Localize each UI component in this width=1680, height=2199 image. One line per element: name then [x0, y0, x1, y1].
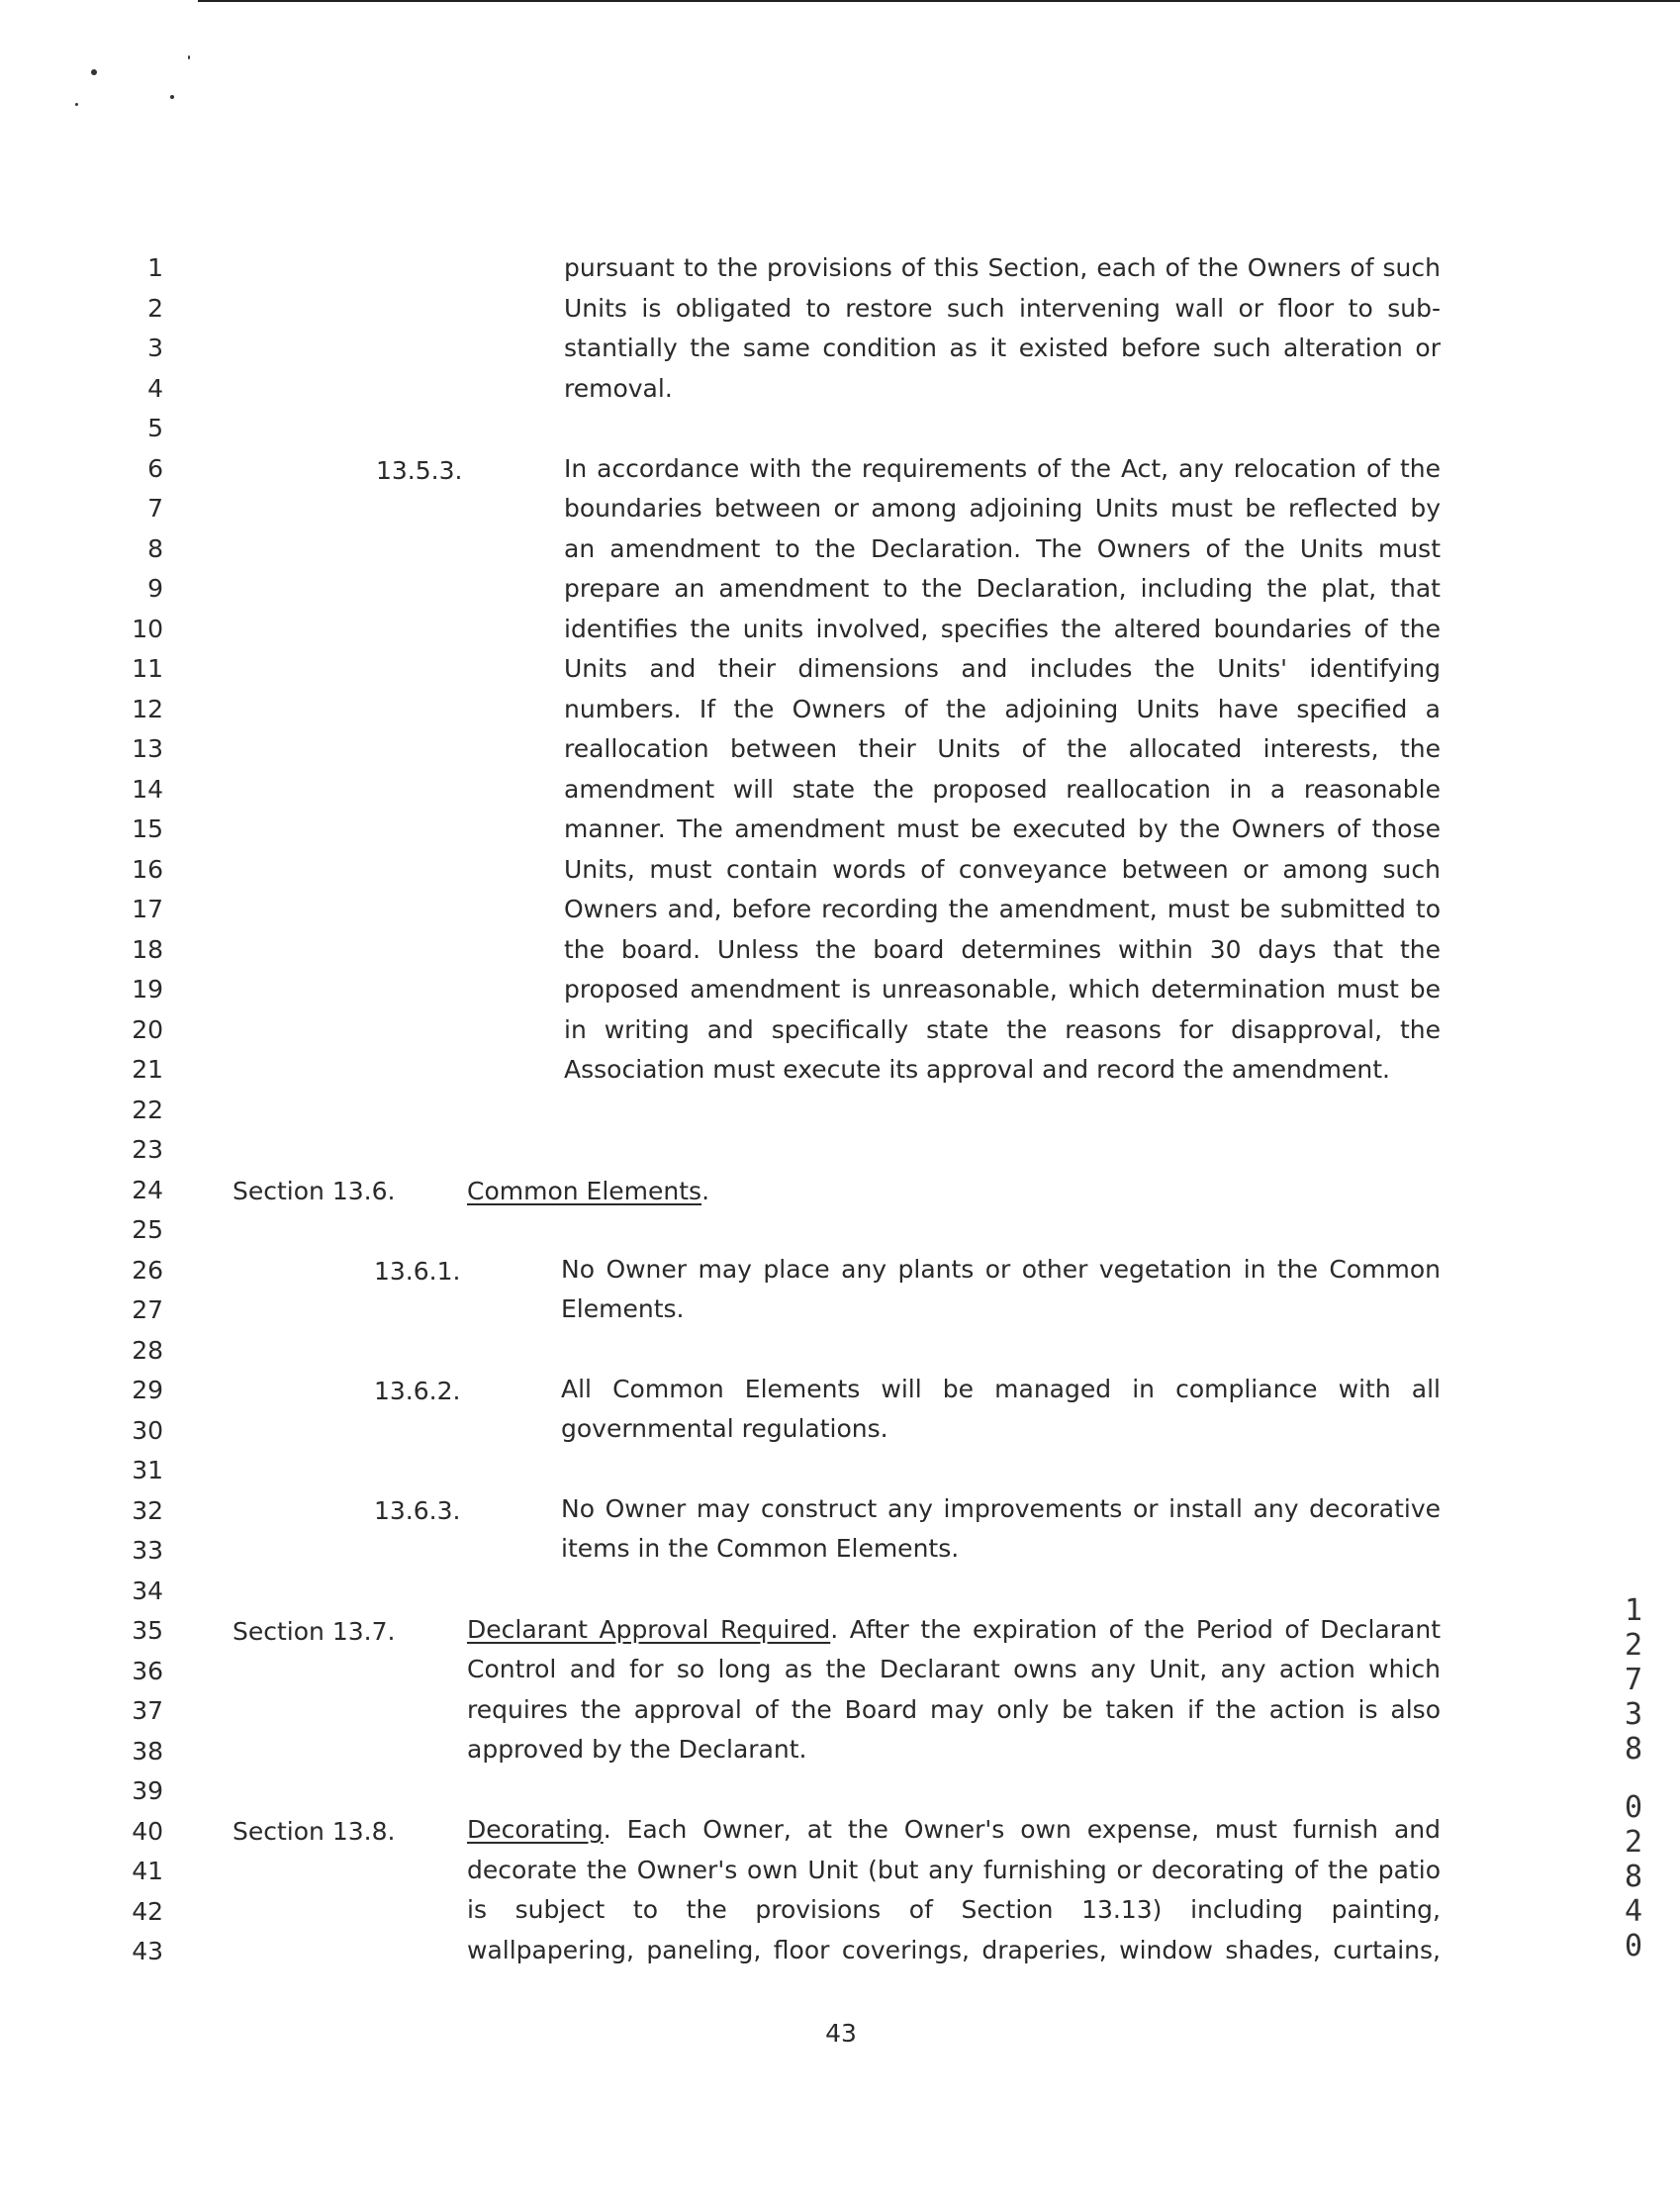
text-line: pursuant to the provisions of this Section, each of the Owners of such — [564, 253, 1441, 282]
line-number: 27 — [132, 1295, 163, 1324]
text-line: the board. Unless the board determines within 30 days that the — [564, 934, 1441, 964]
line-number: 19 — [132, 975, 163, 1004]
text-line: Owners and, before recording the amendment, must be submitted to — [564, 895, 1441, 923]
text-line — [467, 1810, 1441, 1851]
line-number: 25 — [132, 1215, 163, 1244]
line-number: 38 — [132, 1736, 163, 1766]
line-number: 1 — [147, 253, 163, 282]
subsection-number: 13.6.1. — [374, 1257, 461, 1286]
text-line: In accordance with the requirements of the Act, any relocation of the — [564, 453, 1441, 483]
stamp-character — [1621, 1767, 1646, 1778]
text-line: requires the approval of the Board may only be taken if the action is also — [467, 1694, 1441, 1724]
line-number: 32 — [132, 1495, 163, 1525]
text-line: boundaries between or among adjoining Units must be reflected by — [564, 494, 1441, 523]
stamp-character — [1621, 1778, 1646, 1790]
line-number: 28 — [132, 1335, 163, 1365]
text-line: decorate the Owner's own Unit (but any furnishing or decorating of the patio — [467, 1855, 1441, 1884]
text-line: Association must execute its approval and record the amendment. — [564, 1055, 1390, 1084]
text-line: removal. — [564, 373, 673, 403]
line-number: 4 — [147, 373, 163, 403]
subsection-13-6-1-text — [561, 1250, 1441, 1330]
scan-top-edge — [198, 0, 1680, 2]
section-title-rest: . Each Owner, at the Owner's own expense, must furnish and — [603, 1815, 1441, 1844]
text-line: No Owner may place any plants or other vegetation in the Common — [561, 1254, 1441, 1284]
section-13-7-text — [467, 1610, 1441, 1770]
text-line: Control and for so long as the Declarant owns any Unit, any action which — [467, 1655, 1441, 1683]
line-number: 5 — [147, 414, 163, 442]
stamp-character: 0 — [1624, 1790, 1643, 1825]
subsection-number: 13.5.3. — [376, 456, 463, 485]
text-line: stantially the same condition as it existed before such alteration or — [564, 334, 1441, 362]
scan-speck — [75, 103, 78, 106]
line-number: 7 — [147, 494, 163, 523]
subsection-13-6-3-text — [561, 1489, 1441, 1570]
line-number: 33 — [132, 1536, 163, 1565]
text-line: All Common Elements will be managed in compliance with all — [561, 1374, 1441, 1403]
stamp-character: 7 — [1624, 1663, 1643, 1697]
text-line: No Owner may construct any improvements or install any decorative — [561, 1493, 1441, 1523]
text-line: an amendment to the Declaration. The Owners of the Units must — [564, 533, 1441, 563]
text-line: items in the Common Elements. — [561, 1534, 960, 1563]
line-number: 22 — [132, 1095, 163, 1124]
text-line: approved by the Declarant. — [467, 1735, 807, 1764]
page-number: 43 — [825, 2019, 857, 2048]
line-number: 14 — [132, 774, 163, 804]
text-line: proposed amendment is unreasonable, which determination must be — [564, 975, 1441, 1004]
line-number: 42 — [132, 1896, 163, 1926]
stamp-character: 8 — [1624, 1860, 1643, 1894]
line-number: 30 — [132, 1415, 163, 1445]
text-line: is subject to the provisions of Section 13.13) including painting, — [467, 1895, 1441, 1924]
section-heading — [467, 1177, 709, 1206]
line-number: 29 — [132, 1376, 163, 1404]
stamp-character: 3 — [1624, 1697, 1643, 1732]
text-line: numbers. If the Owners of the adjoining Units have specified a — [564, 694, 1441, 723]
subsection-number: 13.6.2. — [374, 1377, 461, 1405]
line-number: 15 — [132, 814, 163, 843]
line-number: 37 — [132, 1696, 163, 1725]
recording-stamp — [1621, 1593, 1646, 1963]
section-13-8-text — [467, 1810, 1441, 1970]
line-number: 6 — [147, 453, 163, 483]
line-number: 31 — [132, 1456, 163, 1484]
text-line: governmental regulations. — [561, 1414, 888, 1443]
section-label: Section 13.6. — [233, 1177, 396, 1205]
stamp-character: 0 — [1624, 1929, 1643, 1963]
text-line — [467, 1610, 1441, 1651]
section-title-rest: . After the expiration of the Period of Declarant — [830, 1614, 1441, 1644]
stamp-character: 2 — [1624, 1825, 1643, 1860]
line-number: 13 — [132, 734, 163, 763]
text-line: wallpapering, paneling, floor coverings, draperies, window shades, curtains, — [467, 1935, 1441, 1964]
text-line: in writing and specifically state the reasons for disapproval, the — [564, 1014, 1441, 1044]
subsection-13-5-3-text — [564, 449, 1441, 1091]
line-number: 24 — [132, 1175, 163, 1204]
line-number: 34 — [132, 1576, 163, 1605]
line-number: 10 — [132, 614, 163, 643]
subsection-13-6-2-text — [561, 1370, 1441, 1450]
text-line: Elements. — [561, 1294, 685, 1323]
line-number: 16 — [132, 854, 163, 884]
continuation-paragraph — [564, 248, 1441, 409]
section-title: Decorating — [467, 1815, 604, 1844]
line-number: 12 — [132, 694, 163, 723]
line-number: 17 — [132, 895, 163, 923]
stamp-character: 8 — [1624, 1732, 1643, 1767]
text-line: identifies the units involved, specifies the altered boundaries of the — [564, 614, 1441, 643]
section-label: Section 13.8. — [233, 1817, 396, 1846]
line-number: 2 — [147, 293, 163, 323]
line-number: 9 — [147, 574, 163, 603]
stamp-character: 1 — [1624, 1593, 1643, 1628]
subsection-number: 13.6.3. — [374, 1496, 461, 1525]
line-number: 43 — [132, 1937, 163, 1965]
stamp-character: 4 — [1624, 1894, 1643, 1929]
line-number: 3 — [147, 334, 163, 362]
text-line: Units and their dimensions and includes the Units' identifying — [564, 654, 1441, 683]
text-line: reallocation between their Units of the allocated interests, the — [564, 734, 1441, 763]
line-number: 18 — [132, 934, 163, 964]
line-number: 21 — [132, 1055, 163, 1084]
section-label: Section 13.7. — [233, 1617, 396, 1646]
line-number: 23 — [132, 1135, 163, 1164]
section-title: Common Elements — [467, 1177, 702, 1205]
text-line: manner. The amendment must be executed by the Owners of those — [564, 814, 1441, 843]
text-line: Units is obligated to restore such intervening wall or floor to sub- — [564, 293, 1441, 323]
line-number: 36 — [132, 1656, 163, 1685]
line-number: 39 — [132, 1776, 163, 1805]
scan-speck — [188, 55, 190, 59]
line-number: 26 — [132, 1255, 163, 1285]
text-line: amendment will state the proposed reallocation in a reasonable — [564, 774, 1441, 804]
stamp-character: 2 — [1624, 1628, 1643, 1663]
text-line: Units, must contain words of conveyance between or among such — [564, 854, 1441, 884]
line-number: 41 — [132, 1857, 163, 1885]
scan-speck — [91, 69, 97, 75]
line-number: 20 — [132, 1014, 163, 1044]
line-number: 8 — [147, 533, 163, 563]
section-title: Declarant Approval Required — [467, 1614, 831, 1644]
line-number: 40 — [132, 1816, 163, 1846]
line-number: 35 — [132, 1616, 163, 1645]
text-line: prepare an amendment to the Declaration, including the plat, that — [564, 574, 1441, 603]
section-title-period: . — [701, 1177, 710, 1205]
scan-speck — [170, 95, 174, 99]
line-number: 11 — [132, 654, 163, 683]
